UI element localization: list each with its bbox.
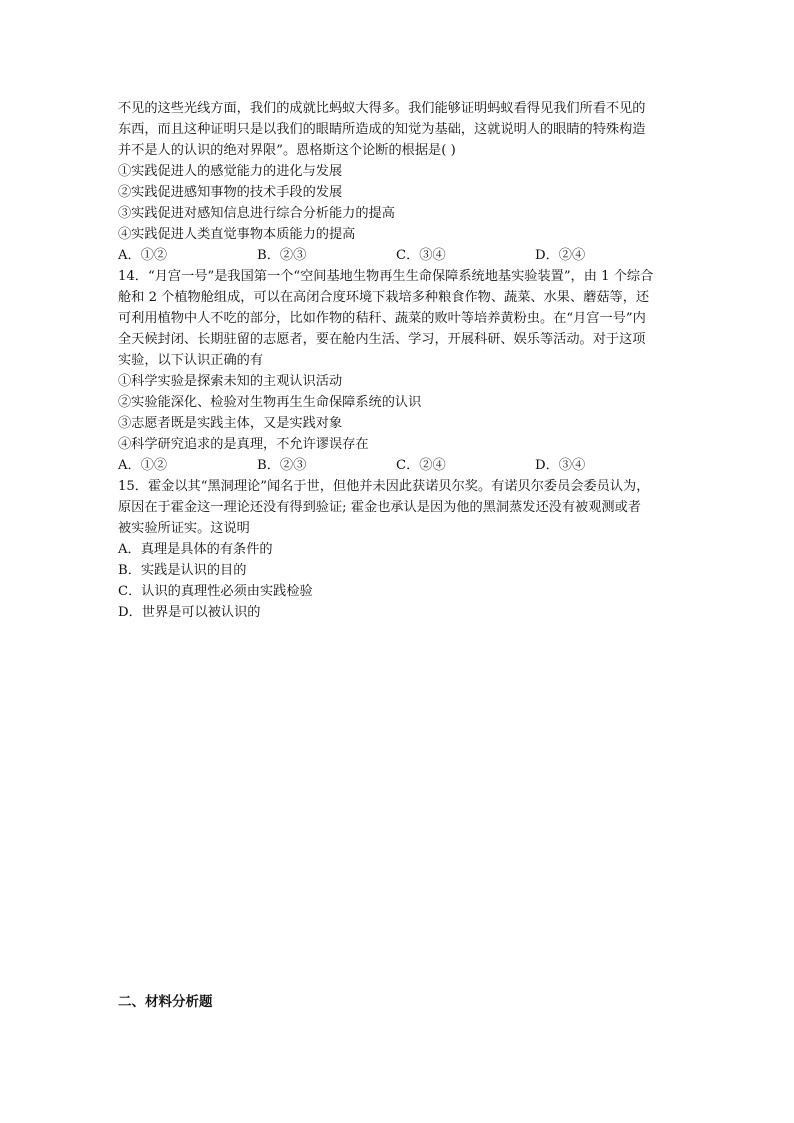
q14-stem-line: 可利用植物中人不吃的部分，比如作物的秸秆、蔬菜的败叶等培养黄粉虫。在“月宫一号”内 <box>118 311 646 326</box>
q15-option-d: D．世界是可以被认识的 <box>118 605 261 620</box>
q13-options <box>118 245 678 266</box>
q14-option-d: D．③④ <box>535 458 586 473</box>
q14-stem-line: 舱和 2 个植物舱组成，可以在高闭合度环境下栽培多种粮食作物、蔬菜、水果、蘑菇等，还 <box>118 290 650 305</box>
q13-stem-line: 东西，而且这种证明只是以我们的眼睛所造成的知觉为基础，这就说明人的眼睛的特殊构造 <box>118 122 646 137</box>
q13-statement: ①实践促进人的感觉能力的进化与发展 <box>118 164 343 179</box>
question-14 <box>118 266 678 476</box>
q13-statement: ③实践促进对感知信息进行综合分析能力的提高 <box>118 206 395 221</box>
q13-option-d: D．②④ <box>535 248 586 263</box>
q14-statement: ③志愿者既是实践主体，又是实践对象 <box>118 416 343 431</box>
q14-statement: ②实验能深化、检验对生物再生生命保障系统的认识 <box>118 395 422 410</box>
q15-stem-line: 15．霍金以其“黑洞理论”闻名于世，但他并未因此获诺贝尔奖。有诺贝尔委员会委员认为， <box>118 479 650 494</box>
question-content <box>118 98 678 623</box>
q15-stem-line: 原因在于霍金这一理论还没有得到验证; 霍金也承认是因为他的黑洞蒸发还没有被观测或者 <box>118 500 641 515</box>
q15-option-c: C．认识的真理性必须由实践检验 <box>118 584 313 599</box>
q13-option-b: B．②③ <box>257 248 307 263</box>
q13-statement: ②实践促进感知事物的技术手段的发展 <box>118 185 343 200</box>
q14-stem-line: 14．“月宫一号”是我国第一个“空间基地生物再生生命保障系统地基实验装置”，由 1 个综合 <box>118 269 654 284</box>
q14-statement: ①科学实验是探索未知的主观认识活动 <box>118 374 343 389</box>
q13-option-c: C．③④ <box>396 248 446 263</box>
q15-option-b: B．实践是认识的目的 <box>118 563 247 578</box>
q14-statement: ④科学研究追求的是真理，不允许谬误存在 <box>118 437 369 452</box>
q14-option-c: C．②④ <box>396 458 446 473</box>
q13-statement: ④实践促进人类直觉事物本质能力的提高 <box>118 227 356 242</box>
q15-option-a: A．真理是具体的有条件的 <box>118 542 273 557</box>
q15-stem-line: 被实验所证实。这说明 <box>118 521 250 536</box>
question-15 <box>118 476 678 623</box>
q14-stem-line: 实验，以下认识正确的有 <box>118 353 264 368</box>
question-13 <box>118 98 678 266</box>
q14-option-a: A．①② <box>118 458 168 473</box>
q14-options <box>118 455 678 476</box>
q13-stem-line: 不见的这些光线方面，我们的成就比蚂蚁大得多。我们能够证明蚂蚁看得见我们所看不见的 <box>118 101 646 116</box>
section-heading: 二、材料分析题 <box>118 994 213 1010</box>
q14-option-b: B．②③ <box>257 458 307 473</box>
q14-stem-line: 全天候封闭、长期驻留的志愿者，要在舱内生活、学习，开展科研、娱乐等活动。对于这项 <box>118 332 646 347</box>
q13-stem-line: 并不是人的认识的绝对界限”。恩格斯这个论断的根据是( ) <box>118 143 456 158</box>
q13-option-a: A．①② <box>118 248 168 263</box>
